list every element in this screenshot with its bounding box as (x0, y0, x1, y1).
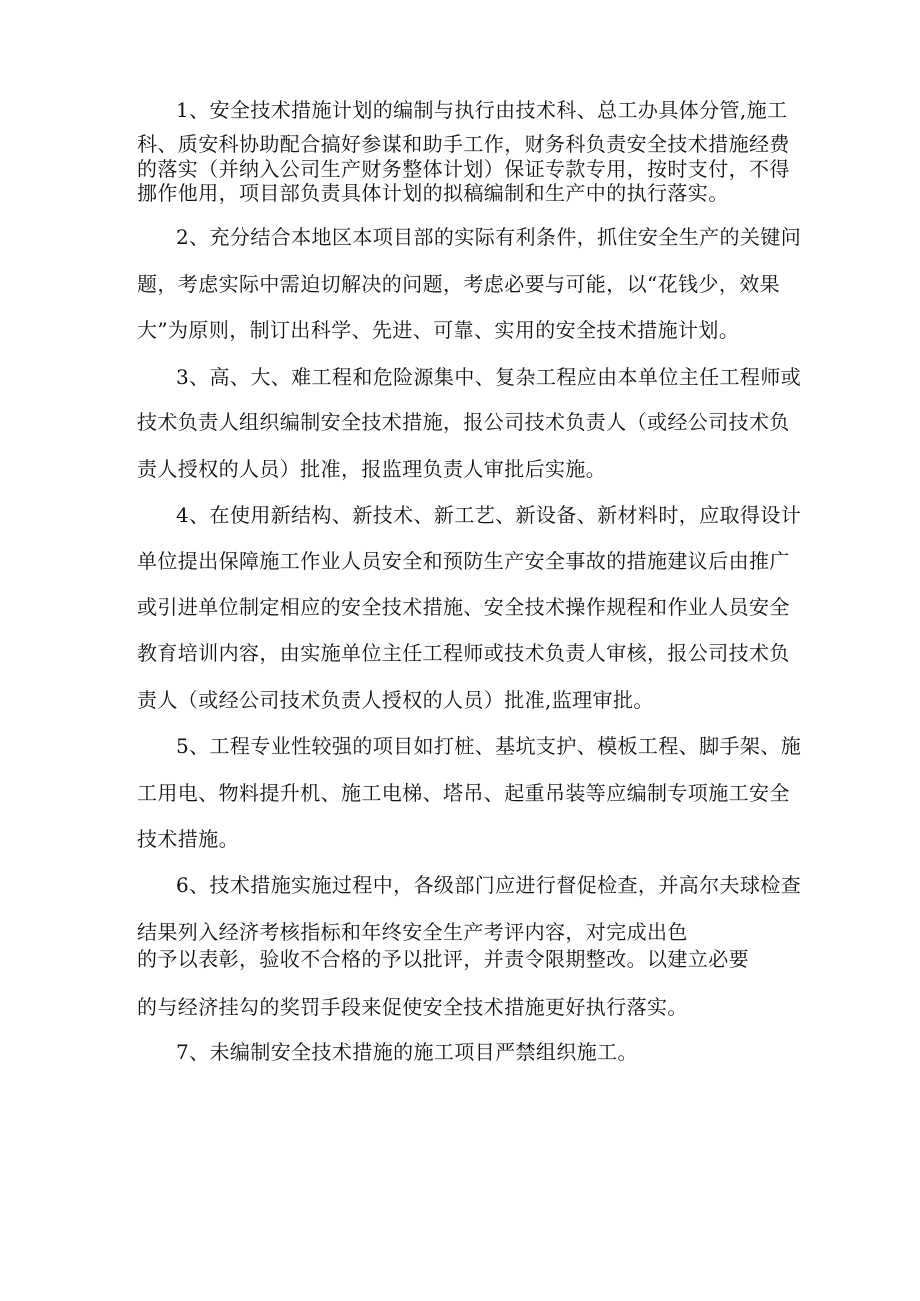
text-line: 3、高、大、难工程和危险源集中、复杂工程应由本单位主任工程师或 (176, 365, 802, 389)
text-line: 的落实（并纳入公司生产财务整体计划）保证专款专用，按时支付，不得 (137, 157, 790, 181)
text-line: 的予以表彰，验收不合格的予以批评，并责令限期整改。以建立必要 (137, 947, 749, 971)
text-line: 技术负责人组织编制安全技术措施，报公司技术负责人（或经公司技术负 (137, 410, 790, 434)
text-line: 1、安全技术措施计划的编制与执行由技术科、总工办具体分管,施工 (176, 98, 788, 122)
text-line: 教育培训内容，由实施单位主任工程师或技术负责人审核，报公司技术负 (137, 641, 790, 665)
text-line: 2、充分结合本地区本项目部的实际有利条件，抓住安全生产的关键问 (176, 225, 802, 249)
text-line: 6、技术措施实施过程中，各级部门应进行督促检查，并高尔夫球检查 (176, 873, 802, 897)
text-line: 大”为原则，制订出科学、先进、可靠、实用的安全技术措施计划。 (137, 318, 740, 342)
text-line: 责人（或经公司技术负责人授权的人员）批准,监理审批。 (137, 688, 654, 712)
text-line: 科、质安科协助配合搞好参谋和助手工作，财务科负责安全技术措施经费 (137, 132, 790, 156)
text-line: 的与经济挂勾的奖罚手段来促使安全技术措施更好执行落实。 (137, 995, 688, 1019)
text-line: 5、工程专业性较强的项目如打桩、基坑支护、模板工程、脚手架、施 (176, 734, 802, 758)
text-line: 挪作他用，项目部负责具体计划的拟稿编制和生产中的执行落实。 (137, 181, 729, 205)
text-line: 或引进单位制定相应的安全技术措施、安全技术操作规程和作业人员安全 (137, 595, 790, 619)
text-line: 技术措施。 (137, 827, 239, 851)
text-line: 单位提出保障施工作业人员安全和预防生产安全事故的措施建议后由推广 (137, 549, 790, 573)
text-line: 题，考虑实际中需迫切解决的问题，考虑必要与可能，以“花钱少，效果 (137, 272, 781, 296)
text-line: 结果列入经济考核指标和年终安全生产考评内容，对完成出色 (137, 920, 688, 944)
text-line: 4、在使用新结构、新技术、新工艺、新设备、新材料时，应取得设计 (176, 503, 802, 527)
text-line: 工用电、物料提升机、施工电梯、塔吊、起重吊装等应编制专项施工安全 (137, 781, 790, 805)
text-line: 责人授权的人员）批准，报监理负责人审批后实施。 (137, 457, 607, 481)
text-line: 7、未编制安全技术措施的施工项目严禁组织施工。 (176, 1040, 638, 1064)
